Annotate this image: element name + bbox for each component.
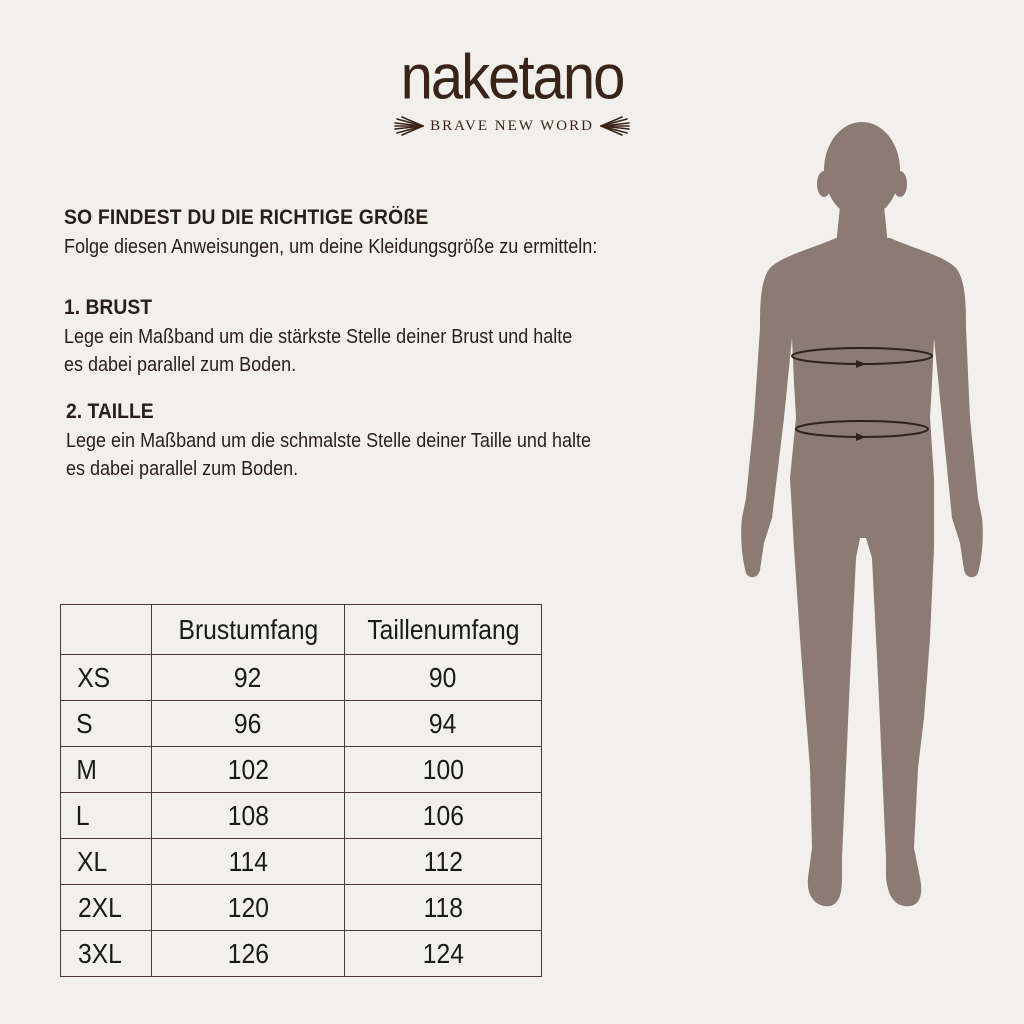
table-row — [61, 701, 542, 747]
size-cell: 3XL — [61, 931, 152, 977]
waist-cell: 118 — [345, 885, 542, 931]
table-row — [61, 747, 542, 793]
table-row — [61, 885, 542, 931]
table-row — [61, 655, 542, 701]
step-body-chest — [64, 323, 572, 379]
fan-ornament-icon — [600, 116, 630, 136]
size-cell: S — [61, 701, 152, 747]
step-line: es dabei parallel zum Boden. — [64, 354, 297, 376]
brand-logo — [330, 42, 694, 136]
chest-cell: 114 — [152, 839, 345, 885]
step-line: es dabei parallel zum Boden. — [66, 458, 299, 480]
waist-cell: 94 — [345, 701, 542, 747]
step-body-waist — [66, 427, 591, 483]
body-silhouette-icon — [738, 118, 988, 918]
step-line: Lege ein Maßband um die schmalste Stelle deiner Taille und halte — [66, 430, 591, 452]
header-cell-chest: Brustumfang — [152, 605, 345, 655]
step-title-waist: 2. TAILLE — [66, 400, 154, 423]
chest-cell: 92 — [152, 655, 345, 701]
brand-tagline: BRAVE NEW WORD — [430, 117, 594, 134]
size-cell: XS — [61, 655, 152, 701]
waist-cell: 112 — [345, 839, 542, 885]
header-cell-empty — [61, 605, 152, 655]
waist-cell: 124 — [345, 931, 542, 977]
chest-cell: 120 — [152, 885, 345, 931]
chest-cell: 126 — [152, 931, 345, 977]
chest-cell: 96 — [152, 701, 345, 747]
fan-ornament-icon — [394, 116, 424, 136]
size-cell: L — [61, 793, 152, 839]
chest-cell: 102 — [152, 747, 345, 793]
table-row — [61, 839, 542, 885]
chest-cell: 108 — [152, 793, 345, 839]
header-cell-waist: Taillenumfang — [345, 605, 542, 655]
size-cell: 2XL — [61, 885, 152, 931]
brand-tagline-row — [330, 116, 694, 136]
silhouette-shape — [741, 122, 983, 906]
table-row — [61, 793, 542, 839]
waist-cell: 106 — [345, 793, 542, 839]
table-row — [61, 931, 542, 977]
size-table — [60, 604, 542, 977]
guide-intro: Folge diesen Anweisungen, um deine Kleidungsgröße zu ermitteln: — [64, 236, 598, 258]
step-title-chest: 1. BRUST — [64, 296, 153, 319]
waist-cell: 100 — [345, 747, 542, 793]
size-cell: M — [61, 747, 152, 793]
step-line: Lege ein Maßband um die stärkste Stelle deiner Brust und halte — [64, 326, 573, 348]
table-header-row — [61, 605, 542, 655]
guide-heading: SO FINDEST DU DIE RICHTIGE GRÖßE — [64, 206, 429, 229]
waist-cell: 90 — [345, 655, 542, 701]
brand-name: naketano — [400, 42, 624, 113]
size-cell: XL — [61, 839, 152, 885]
